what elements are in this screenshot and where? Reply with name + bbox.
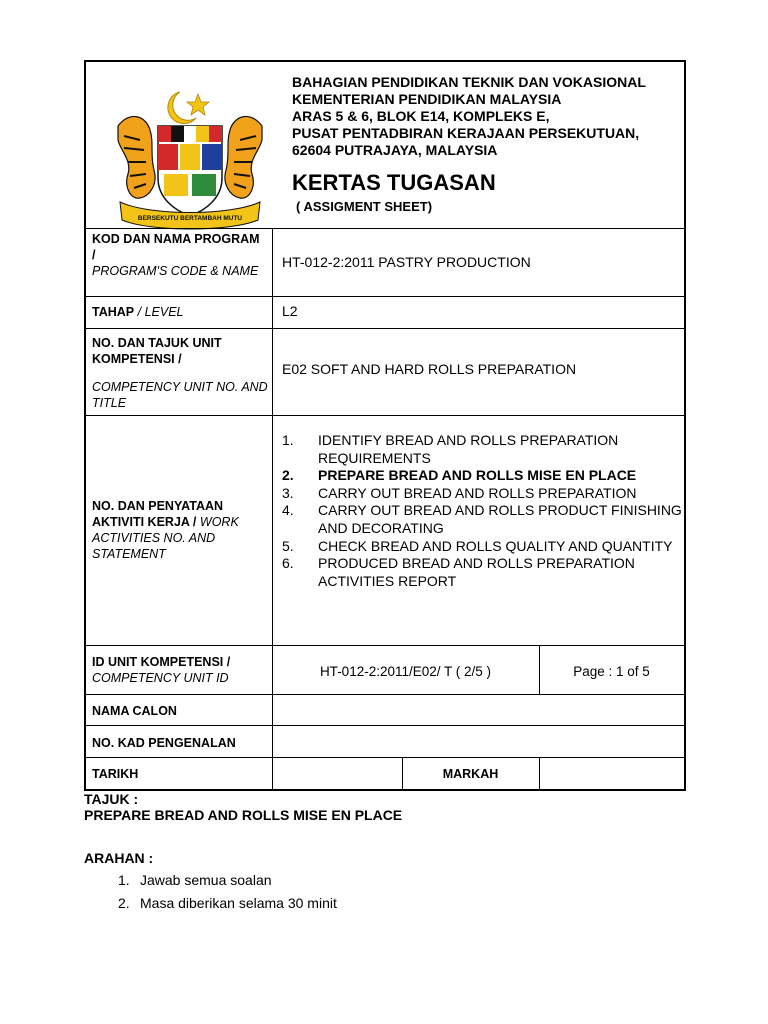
unit-id-value: HT-012-2:2011/E02/ T ( 2/5 )	[319, 664, 492, 679]
row-divider	[86, 228, 684, 229]
list-item: 2. PREPARE BREAD AND ROLLS MISE EN PLACE	[282, 467, 637, 484]
list-item: 3. CARRY OUT BREAD AND ROLLS PREPARATION	[282, 484, 637, 501]
assignment-sheet-table	[84, 60, 686, 791]
row-divider	[86, 645, 684, 646]
sheet-title: KERTAS TUGASAN	[292, 170, 496, 195]
list-item: 1. IDENTIFY BREAD AND ROLLS PREPARATION REQUIREMENTS	[282, 432, 619, 466]
topic-text: PREPARE BREAD AND ROLLS MISE EN PLACE	[84, 807, 403, 823]
row-divider	[86, 328, 684, 329]
date-label: TARIKH	[92, 767, 139, 781]
work-activities-label: NO. DAN PENYATAAN AKTIVITI KERJA / WORK ACTIVITIES NO. AND STATEMENT	[92, 499, 239, 561]
address-line: BAHAGIAN PENDIDIKAN TEKNIK DAN VOKASIONAL	[292, 74, 646, 90]
page-indicator: Page : 1 of 5	[573, 664, 650, 679]
instruction-item: Masa diberikan selama 30 minit	[140, 895, 337, 911]
instructions-label: ARAHAN :	[84, 850, 154, 866]
candidate-name-label: NAMA CALON	[92, 704, 177, 718]
row-divider	[86, 415, 684, 416]
level-label: TAHAP / LEVEL	[92, 305, 184, 319]
list-item: 6. PRODUCED BREAD AND ROLLS PREPARATION ACTIVITIES REPORT	[282, 555, 635, 589]
marks-label: MARKAH	[442, 767, 499, 781]
address-line: ARAS 5 & 6, BLOK E14, KOMPLEKS E,	[292, 108, 550, 124]
address-line: PUSAT PENTADBIRAN KERAJAAN PERSEKUTUAN,	[292, 125, 640, 141]
instruction-number: 2.	[118, 895, 130, 911]
row-divider	[86, 694, 684, 695]
list-item: 4. CARRY OUT BREAD AND ROLLS PRODUCT FINISHING AND DECORATING	[282, 502, 682, 536]
row-divider	[86, 296, 684, 297]
coat-of-arms-logo	[110, 86, 270, 234]
ministry-address	[292, 74, 646, 159]
level-value: L2	[282, 303, 298, 319]
competency-value: E02 SOFT AND HARD ROLLS PREPARATION	[282, 361, 577, 377]
ic-number-label: NO. KAD PENGENALAN	[92, 736, 236, 750]
instruction-item: Jawab semua soalan	[140, 872, 272, 888]
row-divider	[86, 725, 684, 726]
competency-label: NO. DAN TAJUK UNIT KOMPETENSI / COMPETENCY UNIT NO. AND TITLE	[92, 336, 268, 410]
address-line: KEMENTERIAN PENDIDIKAN MALAYSIA	[292, 91, 562, 107]
row-divider	[86, 757, 684, 758]
list-item: 5. CHECK BREAD AND ROLLS QUALITY AND QUANTITY	[282, 537, 673, 554]
work-activities-list	[282, 432, 682, 590]
address-line: 62604 PUTRAJAYA, MALAYSIA	[292, 142, 498, 158]
program-label: KOD DAN NAMA PROGRAM / PROGRAM'S CODE & NAME	[92, 232, 260, 278]
instruction-number: 1.	[118, 872, 130, 888]
sheet-subtitle: ( ASSIGMENT SHEET)	[296, 199, 433, 214]
column-divider	[272, 228, 273, 789]
program-value: HT-012-2:2011 PASTRY PRODUCTION	[282, 254, 531, 270]
column-divider	[539, 757, 540, 789]
topic-label: TAJUK :	[84, 791, 139, 807]
unit-id-label: ID UNIT KOMPETENSI / COMPETENCY UNIT ID	[92, 655, 231, 685]
crest-motto: BERSEKUTU BERTAMBAH MUTU	[137, 215, 243, 222]
